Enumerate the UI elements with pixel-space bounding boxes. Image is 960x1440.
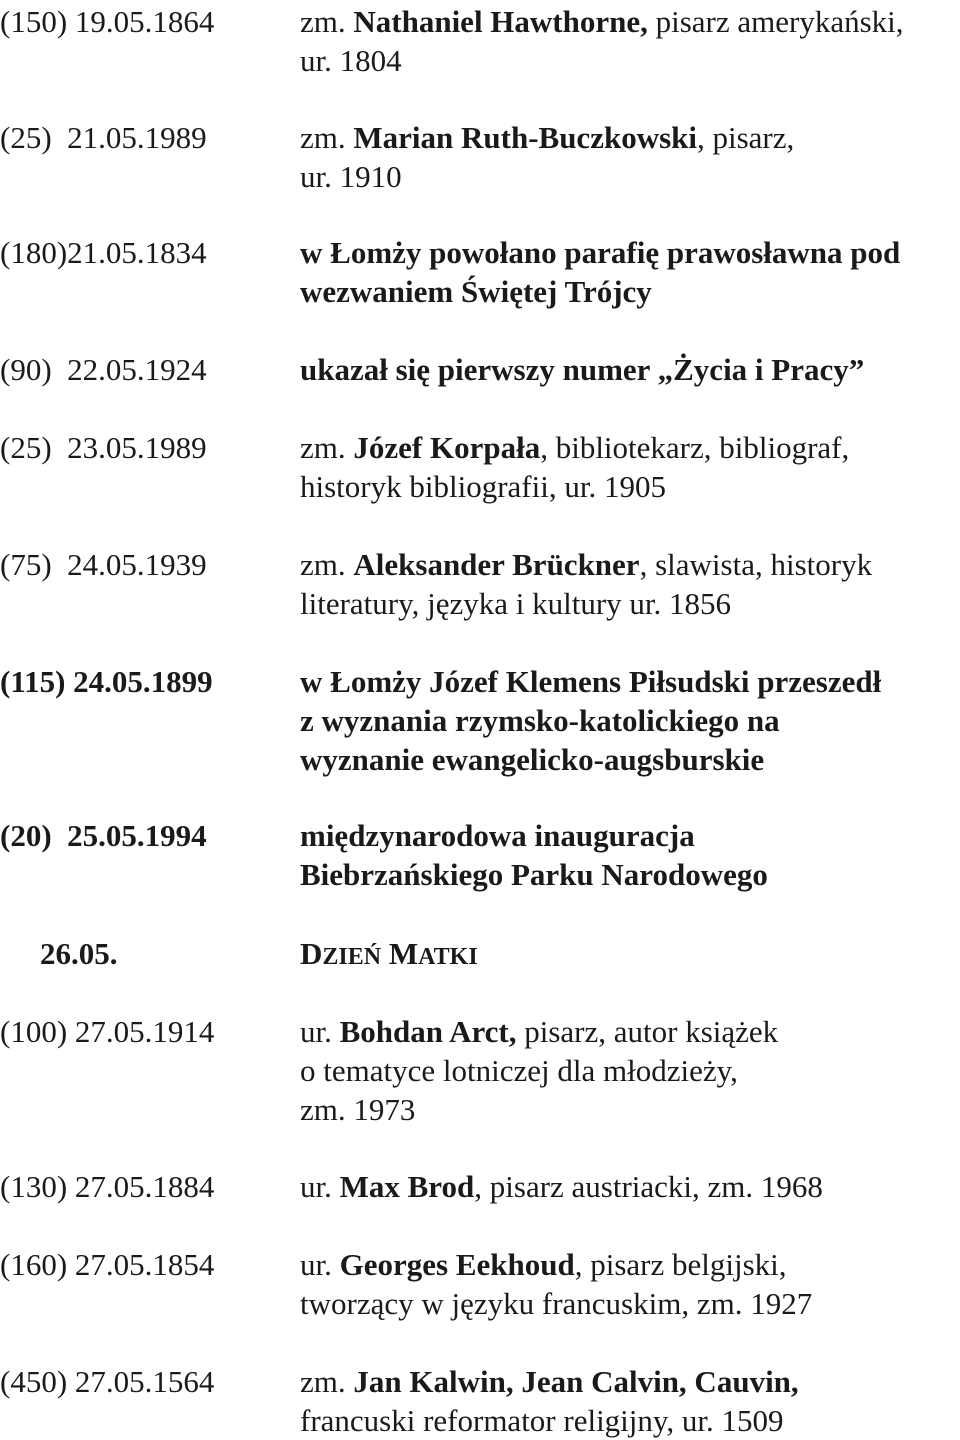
bold-name: Bohdan Arct,	[339, 1014, 517, 1049]
entry-date: (25) 21.05.1989	[0, 120, 207, 155]
entry-date: (180)21.05.1834	[0, 235, 207, 270]
entry-date: (130) 27.05.1884	[0, 1169, 215, 1204]
bold-name: wyznanie ewangelicko-augsburskie	[300, 742, 765, 777]
entry-description	[300, 662, 960, 779]
small-caps-text: DZIEŃ MATKI	[300, 936, 478, 971]
entry-line	[300, 233, 960, 272]
entry-line: ur. 1910	[300, 159, 402, 194]
entry-line	[300, 701, 960, 740]
bold-name: Aleksander Brückner	[353, 547, 640, 582]
entry-description	[300, 816, 960, 894]
entry-line	[300, 855, 960, 894]
entry-description	[300, 233, 960, 311]
entry-date: (75) 24.05.1939	[0, 547, 207, 582]
bold-name: Max Brod	[339, 1169, 475, 1204]
entry-line: zm. 1973	[300, 1092, 416, 1127]
entry-date: (450) 27.05.1564	[0, 1364, 215, 1399]
entry-description	[300, 350, 960, 389]
entry-line: ur. Georges Eekhoud, pisarz belgijski,	[300, 1247, 787, 1282]
entry-description	[300, 118, 960, 196]
bold-name: Józef Korpała	[353, 430, 541, 465]
bold-name: Marian Ruth-Buczkowski	[353, 120, 697, 155]
bold-name: ukazał się pierwszy numer „Życia i Pracy”	[300, 352, 865, 387]
entry-description	[300, 2, 960, 80]
entry-line: ur. Max Brod, pisarz austriacki, zm. 1968	[300, 1169, 823, 1204]
entry-line: literatury, języka i kultury ur. 1856	[300, 586, 732, 621]
entry-line: ur. 1804	[300, 43, 402, 78]
entry-description	[300, 1167, 960, 1206]
entry-date: (25) 23.05.1989	[0, 430, 207, 465]
entry-description	[300, 934, 960, 977]
entry-line: zm. Marian Ruth-Buczkowski, pisarz,	[300, 120, 795, 155]
bold-name: w Łomży powołano parafię prawosławna pod	[300, 235, 901, 270]
entry-line	[300, 816, 960, 855]
entry-description	[300, 1012, 960, 1129]
entry-line: zm. Nathaniel Hawthorne, pisarz amerykański,	[300, 4, 904, 39]
bold-name: Georges Eekhoud	[339, 1247, 575, 1282]
entry-date: (100) 27.05.1914	[0, 1014, 215, 1049]
bold-name: Jan Kalwin, Jean Calvin, Cauvin,	[353, 1364, 799, 1399]
entry-description	[300, 428, 960, 506]
entry-line: historyk bibliografii, ur. 1905	[300, 469, 666, 504]
entry-line	[300, 934, 960, 977]
entry-line: zm. Aleksander Brückner, slawista, historyk	[300, 547, 873, 582]
entry-line	[300, 740, 960, 779]
entry-line	[300, 272, 960, 311]
bold-name: Nathaniel Hawthorne,	[353, 4, 648, 39]
bold-name: Biebrzańskiego Parku Narodowego	[300, 857, 768, 892]
entry-date: 26.05.	[40, 936, 118, 971]
bold-name: międzynarodowa inauguracja	[300, 818, 695, 853]
entry-line	[300, 662, 960, 701]
bold-name: z wyznania rzymsko-katolickiego na	[300, 703, 780, 738]
entry-line: tworzący w języku francuskim, zm. 1927	[300, 1286, 813, 1321]
entry-date: (90) 22.05.1924	[0, 352, 207, 387]
entry-date: (150) 19.05.1864	[0, 4, 215, 39]
entry-date: (115) 24.05.1899	[0, 664, 213, 699]
entry-date: (160) 27.05.1854	[0, 1247, 215, 1282]
entry-line: zm. Józef Korpała, bibliotekarz, bibliograf,	[300, 430, 850, 465]
entry-description	[300, 1245, 960, 1323]
entry-date: (20) 25.05.1994	[0, 818, 207, 853]
bold-name: wezwaniem Świętej Trójcy	[300, 274, 652, 309]
entry-line: francuski reformator religijny, ur. 1509	[300, 1403, 784, 1438]
entry-line: ur. Bohdan Arct, pisarz, autor książek	[300, 1014, 779, 1049]
entry-line: o tematyce lotniczej dla młodzieży,	[300, 1053, 738, 1088]
bold-name: w Łomży Józef Klemens Piłsudski przeszedł	[300, 664, 882, 699]
entry-description	[300, 1362, 960, 1440]
entry-line	[300, 350, 960, 389]
entry-description	[300, 545, 960, 623]
entry-line: zm. Jan Kalwin, Jean Calvin, Cauvin,	[300, 1364, 799, 1399]
